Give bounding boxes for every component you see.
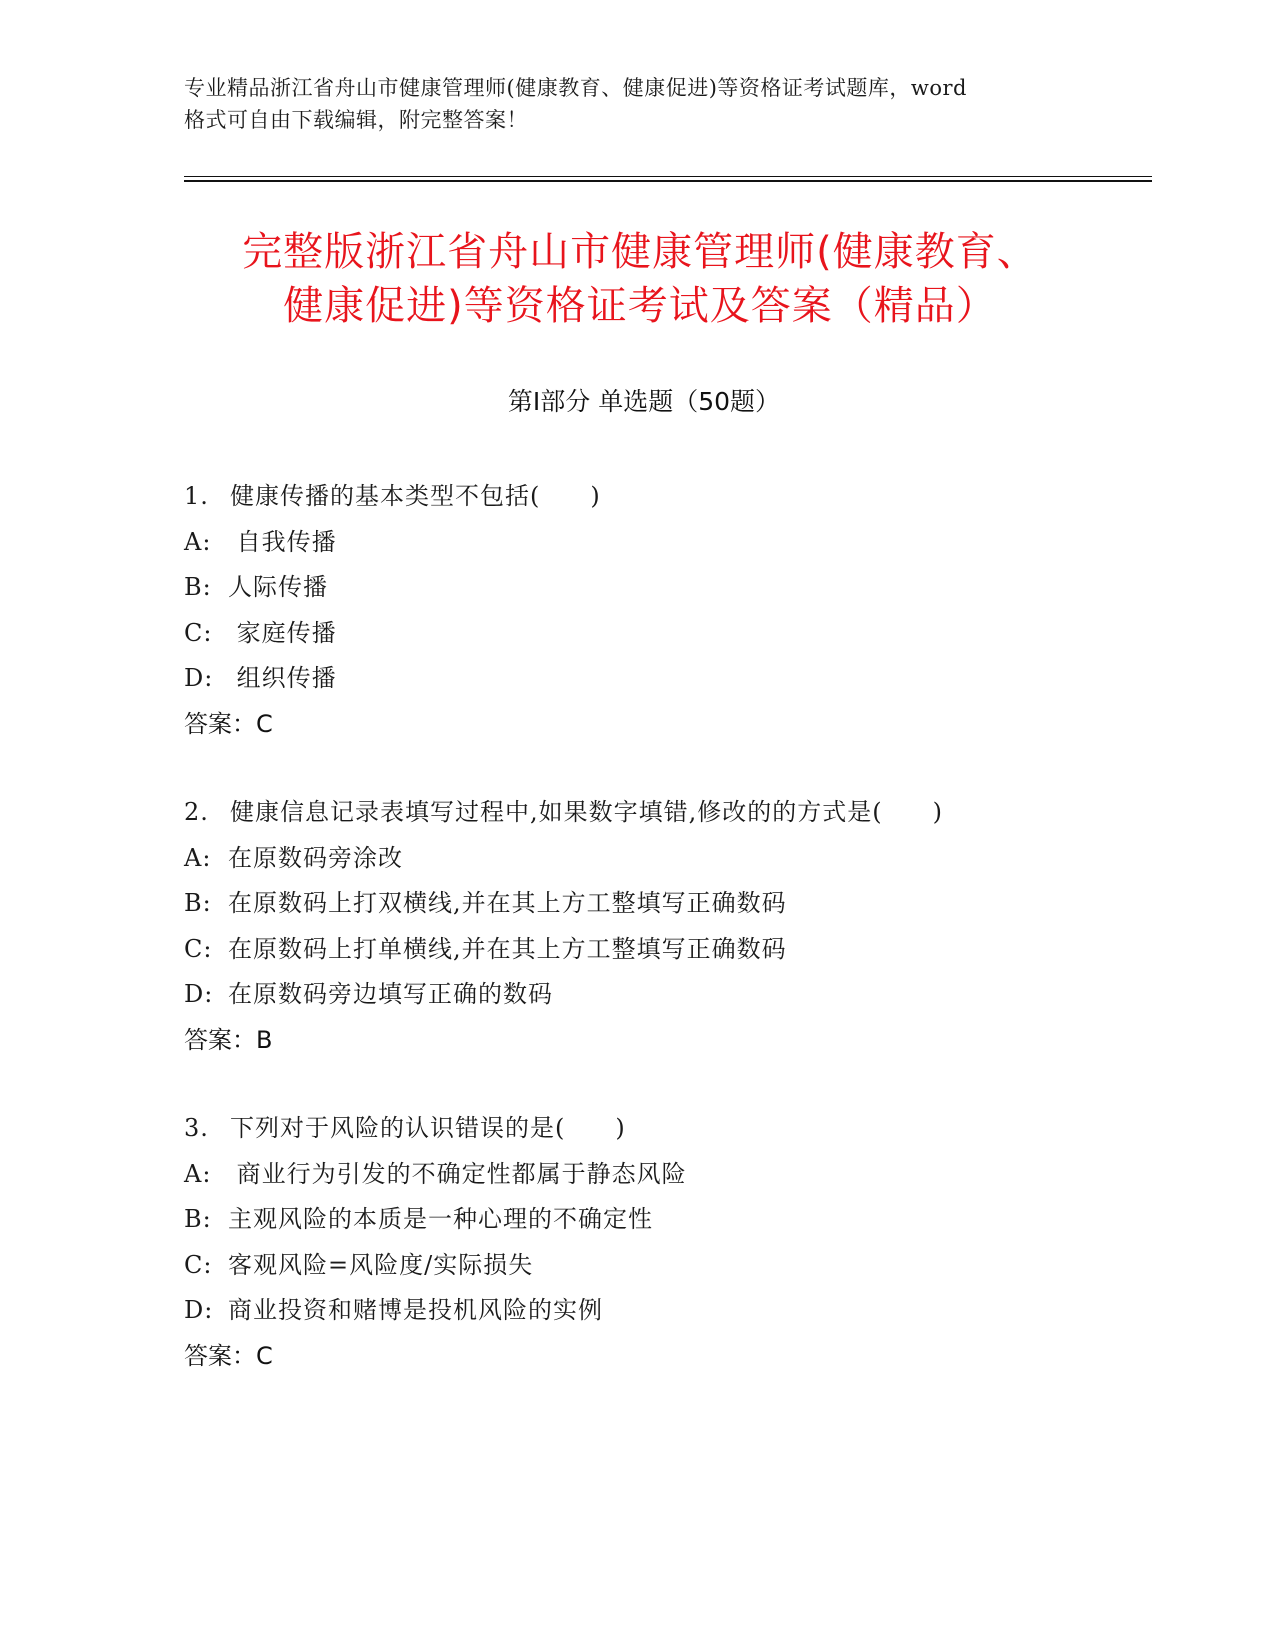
question-list <box>184 474 1124 1422</box>
answer-line: 答案：B <box>184 1025 273 1054</box>
option-text: 在原数码上打双横线,并在其上方工整填写正确数码 <box>228 889 787 917</box>
option-key: D: <box>184 980 214 1008</box>
question-stem <box>184 790 1124 836</box>
option-key: B: <box>184 573 212 601</box>
option-text: 组织传播 <box>228 664 337 692</box>
option-d <box>184 1288 1124 1334</box>
header-note-line-1: 专业精品浙江省舟山市健康管理师(健康教育、健康促进)等资格证考试题库，word <box>184 76 967 100</box>
option-b <box>184 1197 1124 1243</box>
question-stem <box>184 1106 1124 1152</box>
option-text: 自我传播 <box>228 527 337 556</box>
option-text: 人际传播 <box>228 573 328 601</box>
option-key: A: <box>184 1159 212 1188</box>
option-c <box>184 611 1124 657</box>
option-text: 在原数码旁边填写正确的数码 <box>228 980 553 1008</box>
option-key: C: <box>184 934 213 963</box>
question-3 <box>184 1106 1124 1379</box>
option-key: C: <box>184 1250 213 1279</box>
answer-line: 答案：C <box>184 709 273 738</box>
option-text: 在原数码旁涂改 <box>228 843 403 872</box>
option-text: 在原数码上打单横线,并在其上方工整填写正确数码 <box>228 934 787 963</box>
document-title <box>160 225 1120 333</box>
header-divider-thick <box>184 180 1152 182</box>
header-note-line-2: 格式可自由下载编辑，附完整答案！ <box>184 108 528 132</box>
question-number: 3. <box>184 1114 209 1142</box>
question-text: 健康传播的基本类型不包括( ) <box>230 482 601 510</box>
option-key: D: <box>184 1296 214 1324</box>
option-a <box>184 520 1124 566</box>
option-b <box>184 565 1124 611</box>
option-text: 客观风险=风险度/实际损失 <box>228 1250 534 1279</box>
option-d <box>184 972 1124 1018</box>
option-key: A: <box>184 843 212 872</box>
answer-line: 答案：C <box>184 1341 273 1370</box>
option-key: B: <box>184 1205 212 1233</box>
option-text: 商业行为引发的不确定性都属于静态风险 <box>228 1159 687 1188</box>
option-b <box>184 881 1124 927</box>
header-divider-thin <box>184 176 1152 177</box>
option-key: C: <box>184 618 213 647</box>
document-title-line-1: 完整版浙江省舟山市健康管理师(健康教育、 <box>242 229 1038 275</box>
option-c <box>184 927 1124 973</box>
question-text: 下列对于风险的认识错误的是( ) <box>230 1114 626 1142</box>
question-number: 2. <box>184 798 209 826</box>
document-title-line-2: 健康促进)等资格证考试及答案（精品） <box>283 283 997 329</box>
header-note <box>184 72 1084 136</box>
question-number: 1. <box>184 482 209 510</box>
option-key: B: <box>184 889 212 917</box>
question-stem <box>184 474 1124 520</box>
option-d <box>184 656 1124 702</box>
option-a <box>184 836 1124 882</box>
question-2 <box>184 790 1124 1063</box>
option-a <box>184 1152 1124 1198</box>
option-text: 家庭传播 <box>228 618 337 647</box>
section-title: 第Ⅰ部分 单选题（50题） <box>507 387 781 416</box>
option-text: 商业投资和赌博是投机风险的实例 <box>228 1296 603 1324</box>
option-key: D: <box>184 664 214 692</box>
option-key: A: <box>184 527 212 556</box>
question-text: 健康信息记录表填写过程中,如果数字填错,修改的的方式是( ) <box>230 798 943 826</box>
option-c <box>184 1243 1124 1289</box>
option-text: 主观风险的本质是一种心理的不确定性 <box>228 1205 653 1233</box>
question-1 <box>184 474 1124 747</box>
